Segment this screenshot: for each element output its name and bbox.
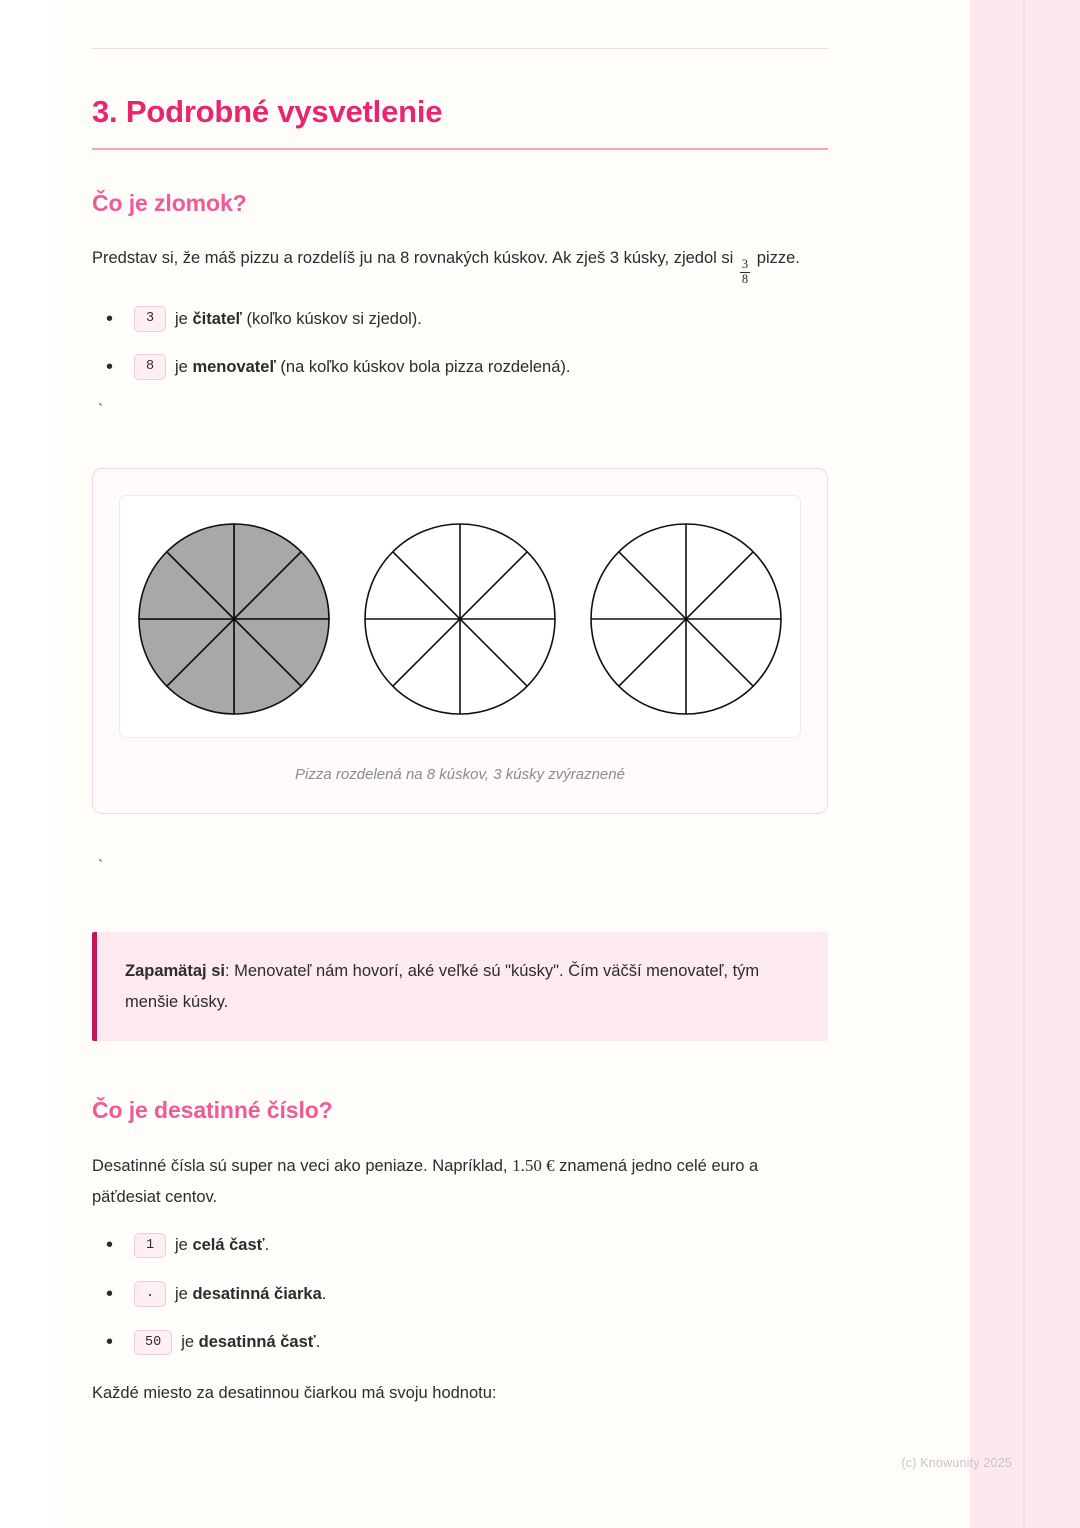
list-item [92,1329,828,1355]
decimal-example-value: 1.50 € [512,1156,555,1176]
right-margin-divider [1023,0,1025,1528]
paragraph-fraction-intro [92,243,828,286]
right-margin-band [970,0,1080,1528]
top-divider [92,48,828,49]
fraction-denominator: 8 [741,271,749,286]
list-item-text-before: je [175,1236,188,1255]
subsection-title-fraction: Čo je zlomok? [92,189,247,216]
list-item [92,1281,828,1307]
list-item-text-after: . [315,1333,321,1352]
page-title: 3. Podrobné vysvetlenie [92,94,443,129]
pizza-diagram-1 [134,512,334,727]
list-item [92,1232,828,1258]
stray-backtick-2: ` [96,858,106,876]
list-item-text-after: (koľko kúskov si zjedol). [246,309,422,328]
watermark: (c) Knowunity 2025 [901,1456,1012,1470]
list-item-text-after: . [264,1236,270,1255]
code-chip-numerator: • 3 [134,306,166,332]
code-chip-decimal-part: • 50 [134,1330,172,1356]
paragraph-place-value: Každé miesto za desatinnou čiarkou má svoju hodnotu: [92,1383,497,1402]
paragraph-decimal-text2: znamená jedno celé euro a päťdesiat centov. [92,1157,759,1206]
figure-container [92,468,828,814]
callout-remember [92,932,828,1041]
list-item-text-before: je [175,309,188,328]
list-item-bold: desatinná čiarka [192,1284,322,1303]
list-item-text-before: je [175,358,188,377]
list-item-text-before: je [181,1333,195,1352]
list-item [92,306,828,332]
paragraph-decimal-text1: Desatinné čísla sú super na veci ako peniaze. Napríklad, [92,1157,508,1176]
bullet-list-fraction [92,306,828,381]
left-gutter [0,0,55,1528]
list-item-bold: celá časť [192,1236,265,1255]
paragraph-fraction-intro-text1: Predstav si, že máš pizzu a rozdelíš ju na 8 rovnakých kúskov. Ak zješ 3 kúsky, zjedol si [92,248,734,267]
code-chip-whole-part: • 1 [134,1233,166,1259]
figure-image [119,495,801,738]
callout-text [125,956,802,1017]
fraction-numerator: 3 [741,257,749,272]
stray-backtick-1: ` [96,402,106,420]
list-item-bold: čitateľ [192,309,242,328]
figure-caption: Pizza rozdelená na 8 kúskov, 3 kúsky zvýraznené [295,766,625,784]
code-chip-decimal-point: • . [134,1281,166,1307]
paragraph-fraction-intro-text2: pizze. [756,248,800,267]
code-chip-denominator: • 8 [134,354,166,380]
list-item-bold: menovateľ [192,358,276,377]
pizza-diagram-3 [586,512,786,727]
fraction-three-eighths [740,258,750,285]
list-item-text-after: . [321,1284,327,1303]
subsection-title-decimal: Čo je desatinné číslo? [92,1097,333,1124]
title-divider [92,148,828,150]
list-item-bold: desatinná časť [198,1333,316,1352]
list-item-text-before: je [175,1284,188,1303]
bullet-list-decimal [92,1232,828,1355]
pizza-diagram-2 [360,512,560,727]
paragraph-decimal-intro [92,1150,828,1212]
callout-body: : Menovateľ nám hovorí, aké veľké sú "kúsky". Čím väčší menovateľ, tým menšie kúsky. [125,962,760,1011]
list-item-text-after: (na koľko kúskov bola pizza rozdelená). [280,358,571,377]
callout-label: Zapamätaj si [125,962,225,981]
document-content [92,0,828,1428]
list-item [92,354,828,380]
